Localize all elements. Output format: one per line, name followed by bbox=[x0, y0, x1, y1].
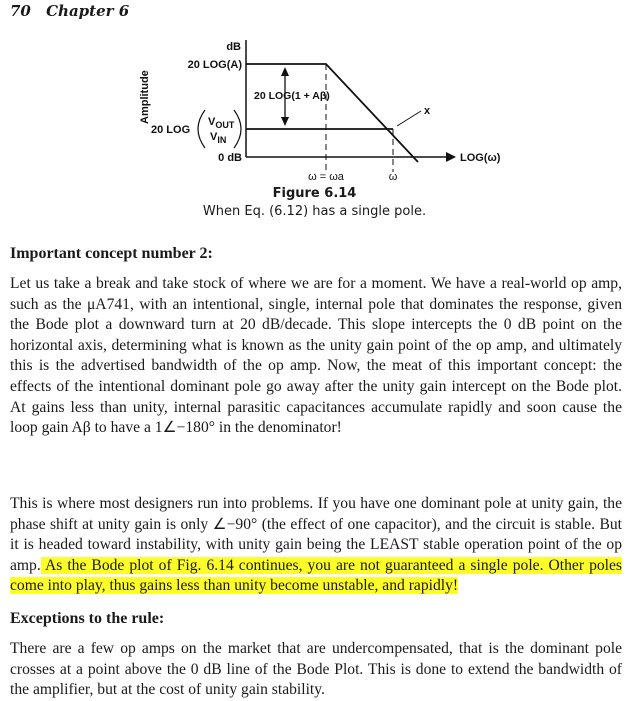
label-20log-a: 20 LOG(A) bbox=[187, 59, 242, 71]
left-paren bbox=[198, 110, 205, 148]
y-axis-label: Amplitude bbox=[139, 70, 151, 124]
highlighted-text: As the Bode plot of Fig. 6.14 continues, you are not guaranteed a single pole. Other poles come into play, thus gains less than unity become unstable, and rapidly! bbox=[10, 556, 622, 595]
label-0db: 0 dB bbox=[218, 152, 242, 164]
chapter-title: Chapter 6 bbox=[46, 2, 130, 20]
right-paren bbox=[234, 110, 241, 148]
bode-plot-figure bbox=[0, 22, 629, 187]
concept2-paragraph-2 bbox=[10, 494, 622, 597]
ratio-numerator: $V_{OUT}$ bbox=[208, 116, 235, 130]
arrow-down-head bbox=[281, 117, 289, 126]
tick-label-wa: ω = ωa bbox=[308, 171, 344, 183]
concept2-heading: Important concept number 2: bbox=[10, 245, 213, 262]
x-axis-arrowhead bbox=[446, 152, 456, 162]
intersection-label: x bbox=[424, 105, 431, 117]
exceptions-paragraph: There are a few op amps on the market that are undercompensated, that is the dominant pole crosses at a point above the 0 dB line of the Bode Plot. This is done to extend the bandwidth of the amplifier, but at the cost of unity gain stability. bbox=[10, 640, 622, 699]
top-unit-label: dB bbox=[226, 41, 241, 53]
figure-caption-text: When Eq. (6.12) has a single pole. bbox=[202, 204, 427, 219]
intersection-pointer bbox=[397, 111, 421, 126]
page-number: 70 bbox=[10, 2, 31, 20]
arrow-up-head bbox=[281, 67, 289, 76]
label-20log-ab: 20 LOG(1 + Aβ) bbox=[254, 90, 330, 102]
tick-label-w: ω bbox=[388, 171, 398, 183]
open-loop-gain-curve bbox=[246, 64, 418, 162]
label-20log-prefix: 20 LOG bbox=[151, 124, 191, 136]
page-header bbox=[10, 2, 129, 20]
exceptions-heading: Exceptions to the rule: bbox=[10, 610, 165, 627]
ratio-denominator: $V_{IN}$ bbox=[210, 131, 227, 145]
concept2-paragraph-1: Let us take a break and take stock of where we are for a moment. We have a real-world op amp, such as the μA741, with an intentional, single, internal pole that dominates the response, given the Bode plot a downward turn at 20 dB/decade. This slope intercepts the 0 dB point on the horizontal axis, determining what is known as the unity gain point of the op amp, and ultimately this is the advertised bandwidth of the op amp. Now, the meat of this important concept: the effects of the intentional dominant pole go away after the unity gain intercept on the Bode plot. At gains less than unity, internal parasitic capacitances accumulate rapidly and soon cause the loop gain Aβ to have a 1∠−180° in the denominator! bbox=[10, 275, 622, 437]
x-axis-label: LOG(ω) bbox=[460, 152, 501, 164]
figure-caption-title: Figure 6.14 bbox=[272, 186, 357, 201]
paragraph-2-text: This is where most designers run into problems. If you have one dominant pole at unity gain, the phase shift at unity gain is only ∠−90° (the effect of one capacitor), and the circuit is stable. But it is headed toward instability, with unity gain being the LEAST stable operation point of the op amp. bbox=[10, 495, 622, 574]
